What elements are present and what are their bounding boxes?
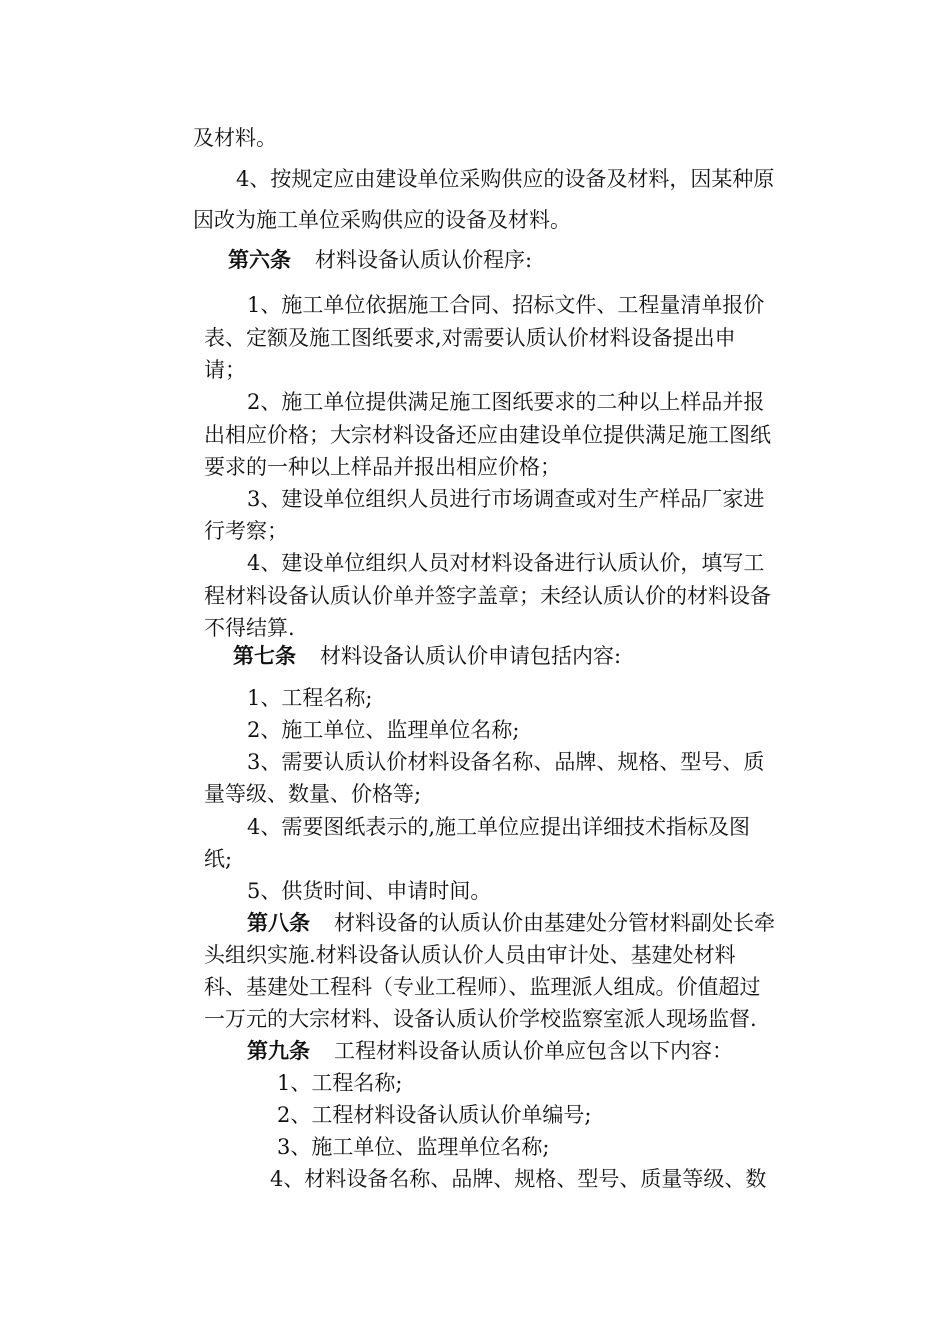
article-heading: 第六条 — [228, 247, 291, 272]
paragraph-line: 3、施工单位、监理单位名称; — [277, 1135, 550, 1159]
paragraph-line: 2、工程材料设备认质认价单编号; — [277, 1103, 592, 1127]
article-heading: 第八条 — [247, 910, 310, 935]
paragraph-line: 表、定额及施工图纸要求,对需要认质认价材料设备提出申 — [204, 326, 736, 350]
paragraph-line: 5、供货时间、申请时间。 — [247, 879, 492, 903]
paragraph-line: 出相应价格；大宗材料设备还应由建设单位提供满足施工图纸 — [204, 423, 771, 447]
paragraph-line: 程材料设备认质认价单并签字盖章；未经认质认价的材料设备 — [204, 584, 771, 608]
article-9-heading-line — [247, 1037, 733, 1065]
paragraph-line: 3、建设单位组织人员进行市场调查或对生产样品厂家进 — [247, 487, 765, 511]
paragraph-line: 及材料。 — [193, 126, 277, 150]
paragraph-line: 请； — [204, 358, 246, 382]
paragraph-line: 1、施工单位依据施工合同、招标文件、工程量清单报价 — [247, 293, 765, 317]
article-title: 工程材料设备认质认价单应包含以下内容： — [334, 1039, 733, 1063]
paragraph-line: 4、材料设备名称、品牌、规格、型号、质量等级、数 — [270, 1167, 767, 1191]
paragraph-line: 头组织实施.材料设备认质认价人员由审计处、基建处材料 — [204, 943, 736, 967]
paragraph-line: 2、施工单位、监理单位名称; — [247, 718, 520, 742]
paragraph-line: 行考察； — [204, 519, 288, 543]
paragraph-line: 要求的一种以上样品并报出相应价格； — [204, 455, 561, 479]
paragraph-line: 量等级、数量、价格等; — [204, 782, 422, 806]
article-title: 材料设备认质认价程序: — [315, 248, 533, 272]
paragraph-line: 纸; — [204, 847, 233, 871]
article-7-heading-line — [233, 642, 621, 670]
paragraph-line: 2、施工单位提供满足施工图纸要求的二种以上样品并报 — [247, 390, 765, 414]
paragraph-line: 科、基建处工程科（专业工程师）、监理派人组成。价值超过 — [204, 975, 761, 999]
article-8-heading-line — [247, 909, 775, 937]
paragraph-line: 4、按规定应由建设单位采购供应的设备及材料，因某种原 — [236, 167, 775, 191]
article-6-heading-line — [228, 246, 532, 274]
article-heading: 第九条 — [247, 1038, 310, 1063]
paragraph-line: 4、建设单位组织人员对材料设备进行认质认价，填写工 — [247, 551, 765, 575]
paragraph-line: 1、工程名称; — [247, 686, 373, 710]
paragraph-line: 一万元的大宗材料、设备认质认价学校监察室派人现场监督. — [204, 1007, 757, 1031]
paragraph-line: 4、需要图纸表示的,施工单位应提出详细技术指标及图 — [247, 815, 751, 839]
paragraph-line: 3、需要认质认价材料设备名称、品牌、规格、型号、质 — [247, 750, 765, 774]
paragraph-line: 1、工程名称; — [277, 1071, 403, 1095]
article-title: 材料设备认质认价申请包括内容: — [320, 644, 622, 668]
paragraph-line: 不得结算. — [204, 616, 295, 640]
paragraph-text: 材料设备的认质认价由基建处分管材料副处长牵 — [334, 911, 775, 935]
paragraph-line: 因改为施工单位采购供应的设备及材料。 — [193, 208, 571, 232]
article-heading: 第七条 — [233, 643, 296, 668]
